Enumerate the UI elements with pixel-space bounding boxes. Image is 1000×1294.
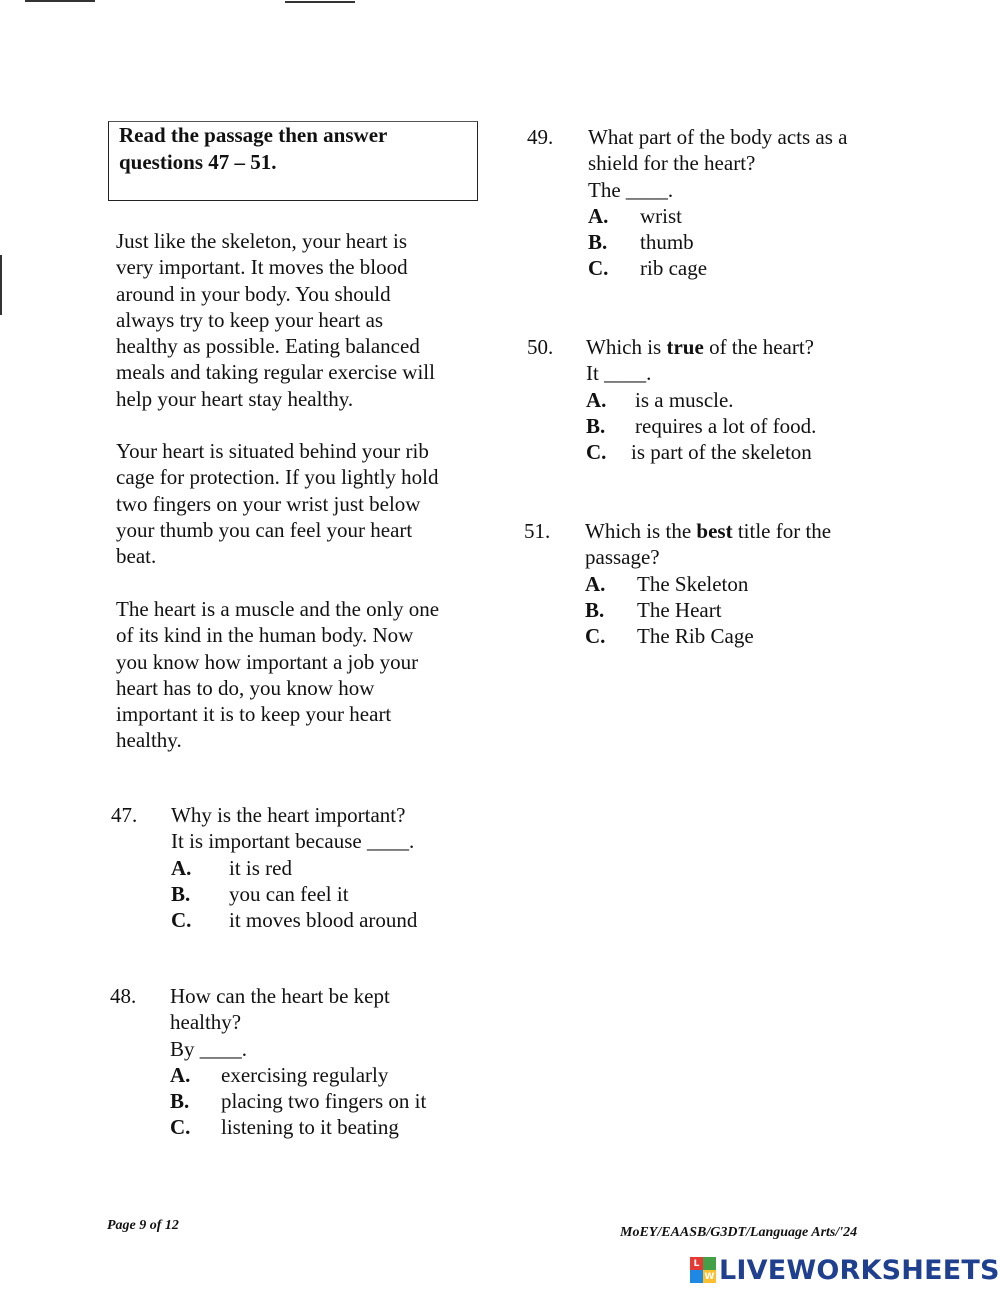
passage-line: Your heart is situated behind your rib <box>116 439 429 463</box>
question-body <box>170 983 426 1141</box>
question-number: 49. <box>527 125 554 149</box>
passage-line: very important. It moves the blood <box>116 255 408 280</box>
option-text: it is red <box>229 855 292 880</box>
option-text: exercising regularly <box>221 1062 389 1087</box>
option-text: wrist <box>640 203 682 228</box>
option-c[interactable] <box>170 1114 426 1140</box>
option-letter: B. <box>171 881 191 906</box>
option-c[interactable] <box>171 907 417 933</box>
option-a[interactable] <box>585 571 831 597</box>
question-number: 50. <box>527 335 554 359</box>
question-number: 48. <box>110 984 137 1008</box>
instruction-line-1: Read the passage then answer <box>119 123 388 147</box>
question-text-pre: Which is the <box>585 519 697 543</box>
option-text: is part of the skeleton <box>631 440 812 465</box>
option-letter: B. <box>588 230 608 255</box>
question-text: shield for the heart? <box>588 151 756 176</box>
passage-line: beat. <box>116 544 157 569</box>
option-letter: C. <box>588 256 609 281</box>
question-text: It ____. <box>586 361 652 386</box>
question-text <box>585 518 831 544</box>
option-text: it moves blood around <box>229 908 418 933</box>
option-a[interactable] <box>170 1062 426 1088</box>
question-text: What part of the body acts as a <box>588 125 848 149</box>
option-c[interactable] <box>588 255 848 281</box>
page-number: Page 9 of 12 <box>107 1218 179 1233</box>
logo-tile <box>703 1257 716 1270</box>
option-letter: A. <box>588 203 609 228</box>
question-body <box>586 334 816 465</box>
question-number: 47. <box>111 803 138 827</box>
document-code: MoEY/EAASB/G3DT/Language Arts/'24 <box>620 1225 858 1240</box>
option-letter: B. <box>585 597 605 622</box>
passage-line: important it is to keep your heart <box>116 702 392 727</box>
option-text: placing two fingers on it <box>221 1089 427 1114</box>
option-c[interactable] <box>585 623 831 649</box>
question-text: Why is the heart important? <box>171 803 406 827</box>
option-text: thumb <box>640 230 694 255</box>
passage-line: always try to keep your heart as <box>116 307 384 332</box>
option-letter: A. <box>586 387 607 412</box>
option-b[interactable] <box>170 1088 426 1114</box>
question-text-post: title for the <box>732 519 832 543</box>
scan-mark-left-edge <box>0 255 2 315</box>
option-text: The Heart <box>637 597 722 622</box>
instruction-line-2: questions 47 – 51. <box>119 150 277 174</box>
passage <box>116 228 476 412</box>
passage-paragraph-2 <box>116 438 476 569</box>
option-letter: C. <box>171 908 192 933</box>
question-number: 51. <box>524 519 551 543</box>
option-a[interactable] <box>586 387 816 413</box>
question-text: healthy? <box>170 1010 242 1035</box>
question-body <box>171 802 417 933</box>
question-51 <box>524 518 904 658</box>
question-text-emphasis: best <box>696 519 733 543</box>
option-text: is a muscle. <box>635 387 734 412</box>
option-letter: C. <box>585 624 606 649</box>
passage-line: Just like the skeleton, your heart is <box>116 229 408 253</box>
question-body <box>585 518 831 649</box>
question-text: How can the heart be kept <box>170 984 390 1008</box>
option-letter: B. <box>170 1089 190 1114</box>
passage-line: help your heart stay healthy. <box>116 386 354 411</box>
passage-line: you know how important a job your <box>116 649 419 674</box>
option-b[interactable] <box>171 881 417 907</box>
scan-mark-top-left <box>25 0 95 2</box>
question-text: The ____. <box>588 177 674 202</box>
option-text: you can feel it <box>229 881 349 906</box>
question-48 <box>110 983 470 1148</box>
option-text: listening to it beating <box>221 1115 399 1140</box>
question-text-emphasis: true <box>666 335 704 359</box>
option-c[interactable] <box>586 439 816 465</box>
passage-line: around in your body. You should <box>116 281 391 306</box>
passage-line: of its kind in the human body. Now <box>116 623 414 648</box>
option-letter: C. <box>586 440 607 465</box>
option-letter: C. <box>170 1115 191 1140</box>
question-text: It is important because ____. <box>171 829 415 854</box>
option-letter: B. <box>586 413 606 438</box>
question-body <box>588 124 848 282</box>
passage-paragraph-3 <box>116 596 476 754</box>
option-b[interactable] <box>586 413 816 439</box>
passage-line: healthy as possible. Eating balanced <box>116 334 420 359</box>
passage-line: The heart is a muscle and the only one <box>116 597 440 621</box>
option-text: The Rib Cage <box>637 624 754 649</box>
question-text-post: of the heart? <box>703 335 815 359</box>
question-text <box>586 334 816 360</box>
brand-name: LIVEWORKSHEETS <box>719 1254 1000 1286</box>
liveworksheets-brand[interactable] <box>690 1253 1000 1287</box>
option-letter: A. <box>171 855 192 880</box>
option-letter: A. <box>170 1062 191 1087</box>
option-a[interactable] <box>171 855 417 881</box>
question-47 <box>111 802 471 942</box>
passage-part-2 <box>116 438 476 569</box>
passage-line: two fingers on your wrist just below <box>116 491 421 516</box>
question-49 <box>527 124 907 289</box>
logo-tile <box>690 1270 703 1283</box>
passage-line: healthy. <box>116 728 182 753</box>
instruction-text <box>119 122 477 176</box>
question-text: By ____. <box>170 1036 248 1061</box>
logo-tile: L <box>690 1257 703 1270</box>
question-text: passage? <box>585 545 660 570</box>
option-b[interactable] <box>588 229 848 255</box>
liveworksheets-logo-icon <box>690 1257 716 1283</box>
option-letter: A. <box>585 571 606 596</box>
instruction-box <box>108 121 478 201</box>
logo-tile: W <box>704 1271 715 1282</box>
passage-part-3 <box>116 596 476 754</box>
scan-mark-top-center <box>285 1 355 3</box>
passage-paragraph-1 <box>116 228 476 412</box>
passage-line: your thumb you can feel your heart <box>116 517 413 542</box>
passage-line: heart has to do, you know how <box>116 675 375 700</box>
question-50 <box>527 334 907 474</box>
option-a[interactable] <box>588 203 848 229</box>
option-text: requires a lot of food. <box>635 413 817 438</box>
passage-line: cage for protection. If you lightly hold <box>116 465 439 490</box>
option-text: rib cage <box>640 256 708 281</box>
passage-line: meals and taking regular exercise will <box>116 360 435 385</box>
option-text: The Skeleton <box>637 571 749 596</box>
question-text-pre: Which is <box>586 335 667 359</box>
option-b[interactable] <box>585 597 831 623</box>
